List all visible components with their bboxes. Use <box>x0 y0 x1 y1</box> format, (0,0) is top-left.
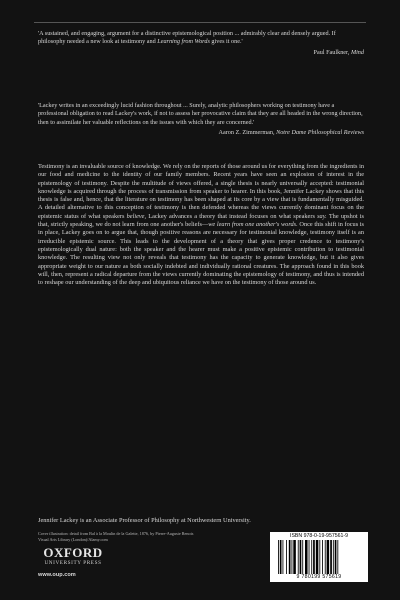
publisher-url: www.oup.com <box>38 572 76 578</box>
quote-text: 'Lackey writes in an exceedingly lucid fashion throughout ... Surely, analytic philosophers working on testimony have a professional obligation to read Lackey's work, if not to assess her provocative claim that they are all headed in the wrong direction, then to assimilate her valuable reflections on the issues with which they are concerned.' <box>38 102 363 126</box>
barcode-bars <box>278 540 360 574</box>
description-paragraph: Testimony is an invaluable source of knowledge. We rely on the reports of those around us for everything from the ingredients in our food and medicine to the identity of our family members. Recent years have seen an explosion of interest in the epistemology of testimony. Despite the multitude of views offered, a single thesis is nearly universally accepted: testimonial knowledge is acquired through the process of transmission from speaker to hearer. In this book, Jennifer Lackey shows that this thesis is false and, hence, that the literature on testimony has been shaped at its core by a view that is fundamentally misguided. A detailed alternative to this conception of testimony is then defended whereas the views currently dominant focus on the epistemic status of what speakers believe, Lackey advances a theory that instead focuses on what speakers say. The upshot is that, strictly speaking, we do not learn from one another's beliefs—we learn from one another's words. Once this shift in focus is in place, Lackey goes on to argue that, though positive reasons are necessary for testimonial knowledge, testimony itself is an irreducible epistemic source. This leads to the development of a theory that gives proper credence to testimony's epistemologically dual nature: both the speaker and the hearer must make a positive epistemic contribution to testimonial knowledge. The resulting view not only reveals that testimony has the capacity to generate knowledge, but it also gives appropriate weight to our nature as both socially indebted and individually rational creatures. The approach found in this book will, then, represent a radical departure from the views currently dominating the epistemology of testimony, and thus is intended to reshape our understanding of the deep and ubiquitous reliance we have on the testimony of those around us. <box>38 163 365 287</box>
author-bio: Jennifer Lackey is an Associate Professor of Philosophy at Northwestern University. <box>38 517 251 524</box>
publisher-press: UNIVERSITY PRESS <box>44 560 102 566</box>
quote-text: 'A sustained, and engaging, argument for a distinctive epistemological position ... admirably clear and densely argued. If philosophy needed a new look at testimony and Learning from Words gives it one.' <box>38 30 336 46</box>
isbn-barcode <box>270 532 368 582</box>
cover-credit: Cover illustration: detail from Bal à la Moulin de la Galette, 1876, by Pierre-Auguste Renoir. Visual Arts Library (London)/Alamy.com <box>38 531 194 542</box>
review-quote-2 <box>38 102 364 137</box>
quote-book-title: Learning from Words <box>157 38 210 46</box>
book-description <box>38 163 364 293</box>
review-quote-1 <box>38 30 364 57</box>
divider-top <box>34 22 366 23</box>
publisher-name: OXFORD <box>43 545 103 560</box>
quote-attribution: Aaron Z. Zimmerman, Notre Dame Philosophical Reviews <box>218 128 364 136</box>
isbn-label: ISBN 978-0-19-957561-9 <box>290 533 348 539</box>
quote-attribution: Paul Faulkner, Mind <box>313 48 364 56</box>
publisher-logo <box>38 546 108 566</box>
barcode-digits: 9 780199 575619 <box>296 574 342 580</box>
